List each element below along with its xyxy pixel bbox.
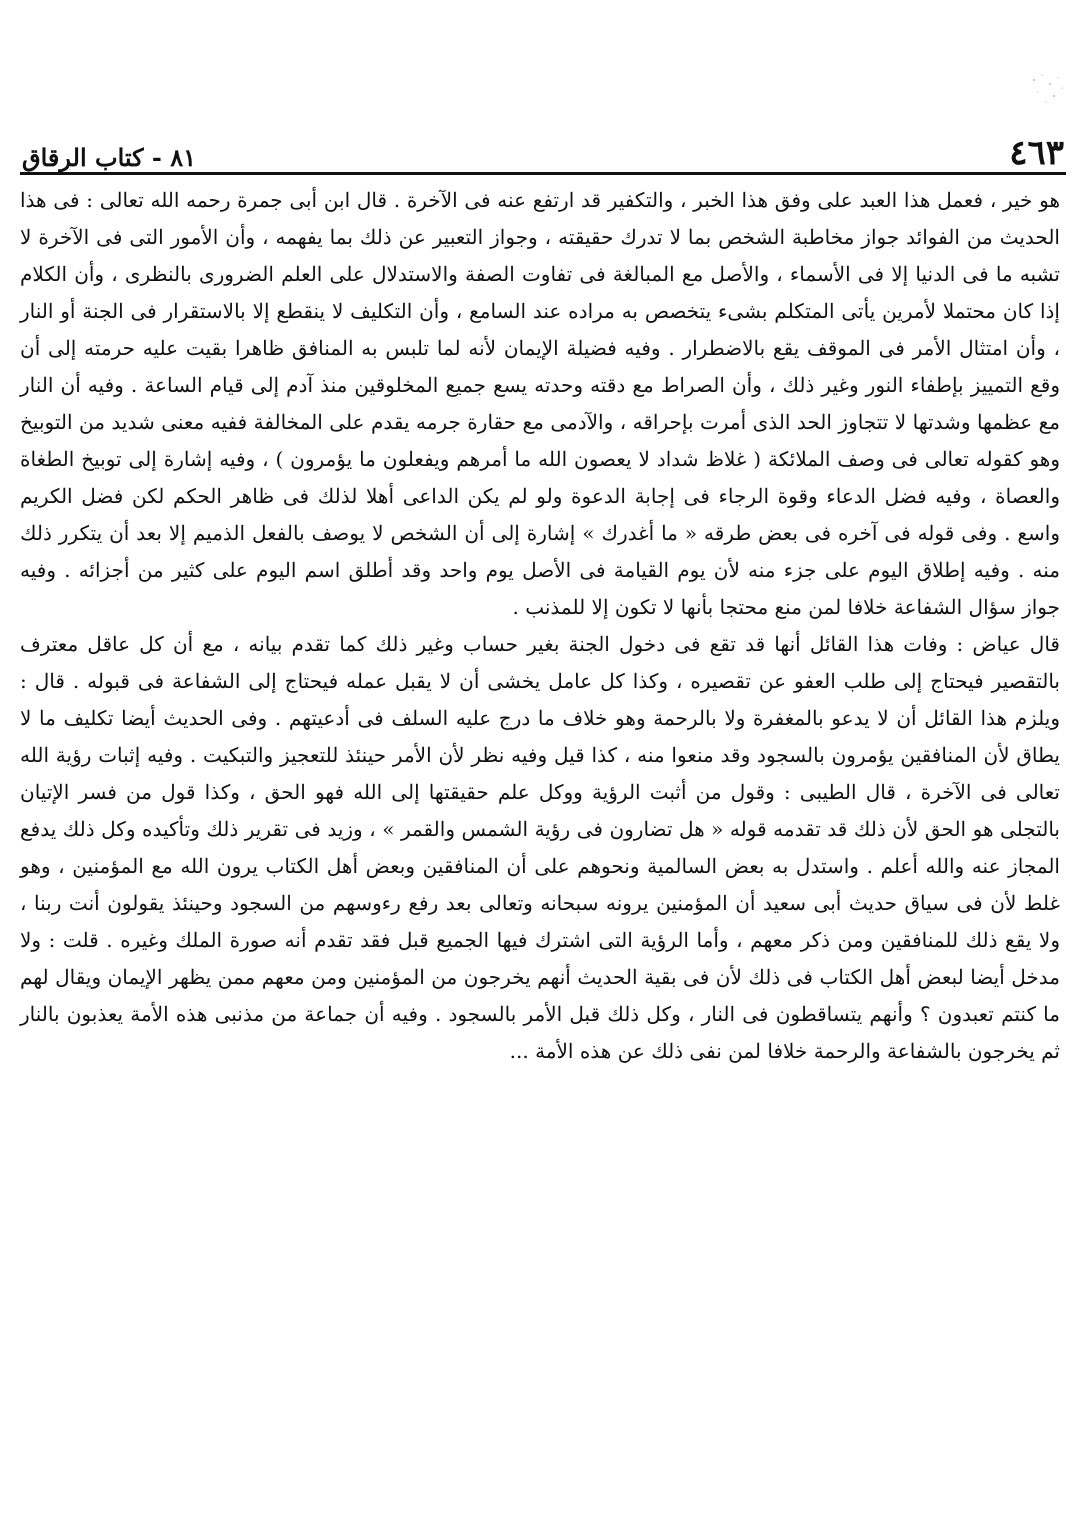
- body-text: [20, 182, 1060, 1070]
- running-title: ٨١ - كتاب الرقاق: [22, 143, 197, 172]
- page-header: [22, 126, 1064, 173]
- scan-speckle-icon: [1028, 70, 1068, 120]
- header-rule: [20, 172, 1066, 175]
- paragraph: قال عياض : وفات هذا القائل أنها قد تقع فى دخول الجنة بغير حساب وغير ذلك كما تقدم بيانه ، مع أن كل عاقل معترف بالتقصير فيحتاج إلى طلب العفو عن تقصيره ، وكذا كل عامل يخشى أن لا يقبل عمله فيحتاج إلى الشفاعة فى قبوله . قال : ويلزم هذا القائل أن لا يدعو بالمغفرة ولا بالرحمة وهو خلاف ما درج عليه السلف فى أدعيتهم . وفى الحديث أيضا تكليف ما لا يطاق لأن المنافقين يؤمرون بالسجود وقد منعوا منه ، كذا قيل وفيه نظر لأن الأمر حينئذ للتعجيز والتبكيت . وفيه إثبات رؤية الله تعالى فى الآخرة ، قال الطيبى : وقول من أثبت الرؤية ووكل علم حقيقتها إلى الله فهو الحق ، وكذا قول من فسر الإتيان بالتجلى هو الحق لأن ذلك قد تقدمه قوله « هل تضارون فى رؤية الشمس والقمر » ، وزيد فى تقرير ذلك وتأكيده وكل ذلك يدفع المجاز عنه والله أعلم . واستدل به بعض السالمية ونحوهم على أن المنافقين وبعض أهل الكتاب يرون الله مع المؤمنين ، وهو غلط لأن فى سياق حديث أبى سعيد أن المؤمنين يرونه سبحانه وتعالى بعد رفع رءوسهم من السجود وحينئذ يقولون أنت ربنا ، ولا يقع ذلك للمنافقين ومن ذكر معهم ، وأما الرؤية التى اشترك فيها الجميع قبل فقد تقدم أنه صورة الملك وغيره . قلت : ولا مدخل أيضا لبعض أهل الكتاب فى ذلك لأن فى بقية الحديث أنهم يخرجون من المؤمنين ومن معهم ممن يظهر الإيمان ويقال لهم ما كنتم تعبدون ؟ وأنهم يتساقطون فى النار ، وكل ذلك قبل الأمر بالسجود . وفيه أن جماعة من مذنبى هذه الأمة يعذبون بالنار ثم يخرجون بالشفاعة والرحمة خلافا لمن نفى ذلك عن هذه الأمة ...: [20, 632, 1060, 1063]
- page-number: ٤٦٣: [1009, 133, 1064, 173]
- paragraph: هو خير ، فعمل هذا العبد على وفق هذا الخبر ، والتكفير قد ارتفع عنه فى الآخرة . قال ابن أبى جمرة رحمه الله تعالى : فى هذا الحديث من الفوائد جواز مخاطبة الشخص بما لا تدرك حقيقته ، وجواز التعبير عن ذلك بما يفهمه ، وأن الأمور التى فى الآخرة لا تشبه ما فى الدنيا إلا فى الأسماء ، والأصل مع المبالغة فى تفاوت الصفة والاستدلال على العلم الضرورى بالنظرى ، وأن الكلام إذا كان محتملا لأمرين يأتى المتكلم بشىء يتخصص به مراده عند السامع ، وأن التكليف لا ينقطع إلا بالاستقرار فى الجنة أو النار ، وأن امتثال الأمر فى الموقف يقع بالاضطرار . وفيه فضيلة الإيمان لأنه لما تلبس به المنافق ظاهرا بقيت عليه حرمته إلى أن وقع التمييز بإطفاء النور وغير ذلك ، وأن الصراط مع دقته وحدته يسع جميع المخلوقين منذ آدم إلى قيام الساعة . وفيه أن النار مع عظمها وشدتها لا تتجاوز الحد الذى أمرت بإحراقه ، والآدمى مع حقارة جرمه يقدم على المخالفة ففيه معنى شديد من التوبيخ وهو كقوله تعالى فى وصف الملائكة ( غلاظ شداد لا يعصون الله ما أمرهم ويفعلون ما يؤمرون ) ، وفيه إشارة إلى توبيخ الطغاة والعصاة ، وفيه فضل الدعاء وقوة الرجاء فى إجابة الدعوة ولو لم يكن الداعى أهلا لذلك فى ظاهر الحكم لكن فضل الكريم واسع . وفى قوله فى آخره فى بعض طرقه « ما أغدرك » إشارة إلى أن الشخص لا يوصف بالفعل الذميم إلا بعد أن يتكرر ذلك منه . وفيه إطلاق اليوم على جزء منه لأن يوم القيامة فى الأصل يوم واحد وقد أطلق اسم اليوم على كثير من أجزائه . وفيه جواز سؤال الشفاعة خلافا لمن منع محتجا بأنها لا تكون إلا للمذنب .: [20, 188, 1060, 619]
